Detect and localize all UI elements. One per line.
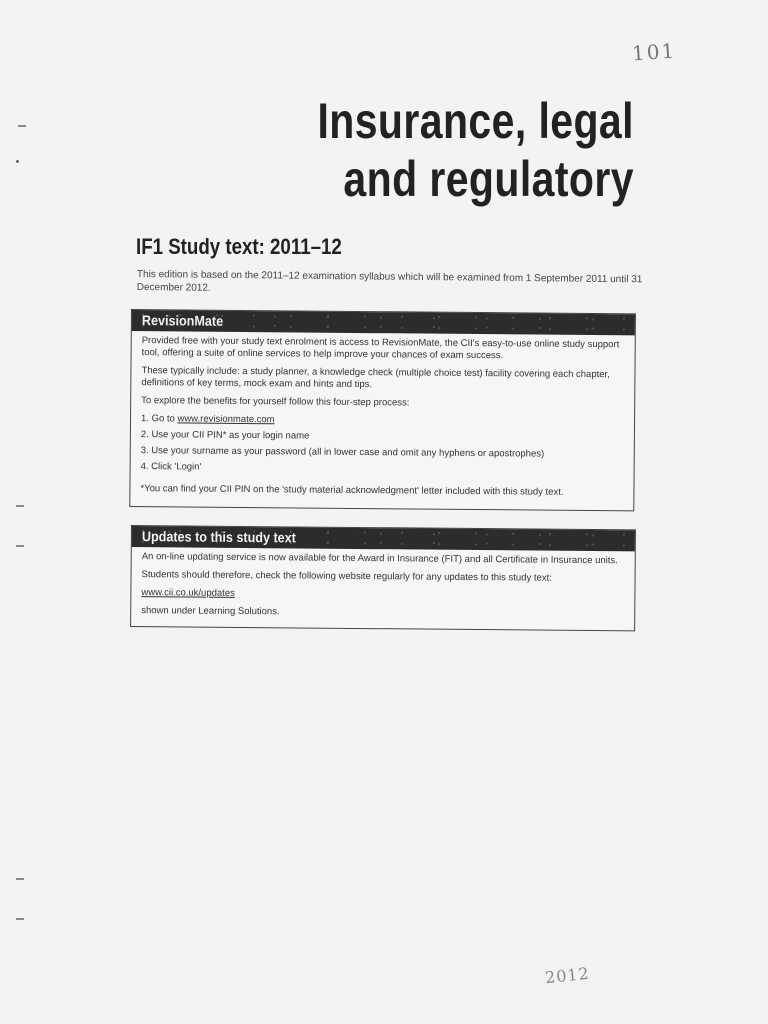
updates-header [132,526,635,551]
edition-note: This edition is based on the 2011–12 examination syllabus which will be examined from 1 September 2011 until 31 December 2012. [136,268,643,294]
updates-body [131,547,635,633]
scan-margin-mark [16,545,24,547]
revisionmate-heading: RevisionMate [141,312,224,329]
step-1 [141,413,624,429]
revisionmate-link[interactable]: www.revisionmate.com [177,413,275,426]
title-line-1: Insurance, legal [317,93,634,149]
scan-margin-dot [16,160,19,163]
page-title [318,92,634,208]
revisionmate-explore: To explore the benefits for yourself follow this four-step process: [141,395,410,409]
scan-margin-mark [16,878,24,880]
step-3: 3. Use your surname as your password (all in lower case and omit any hyphens or apostrophes) [140,445,545,460]
revisionmate-box [129,309,636,511]
updates-line-3: shown under Learning Solutions. [141,605,280,618]
updates-heading: Updates to this study text [141,528,296,546]
updates-link[interactable]: www.cii.co.uk/updates [141,587,235,599]
scan-margin-mark [18,125,26,127]
step-1-prefix: 1. Go to [140,413,178,425]
title-line-2: and regulatory [343,151,634,207]
revisionmate-body [130,331,635,511]
scan-margin-mark [16,505,24,507]
cii-pin-footnote: *You can find your CII PIN on the 'study material acknowledgment' letter included with this study text. [140,483,564,498]
updates-box [130,525,636,631]
step-2: 2. Use your CII PIN* as your login name [140,429,310,442]
handwritten-bottom-note: 2012 [544,963,591,988]
revisionmate-header [132,310,635,335]
handwritten-page-number: 101 [631,38,677,66]
study-text-subtitle: IF1 Study text: 2011–12 [136,234,342,259]
step-4: 4. Click 'Login' [140,461,202,473]
revisionmate-features: These typically include: a study planner, a knowledge check (multiple choice test) facility covering each chapter, definitions of key terms, mock exam and hints and tips. [141,365,610,391]
revisionmate-intro: Provided free with your study text enrolment is access to RevisionMate, the CII's easy-to-use online study support tool, offering a suite of online services to help improve your chances of exam success. [141,335,620,362]
updates-line-2: Students should therefore, check the following website regularly for any updates to this study text: [141,569,552,584]
updates-line-1: An on-line updating service is now available for the Award in Insurance (FIT) and all Certificate in Insurance units. [141,551,618,567]
scan-margin-mark [16,918,24,920]
